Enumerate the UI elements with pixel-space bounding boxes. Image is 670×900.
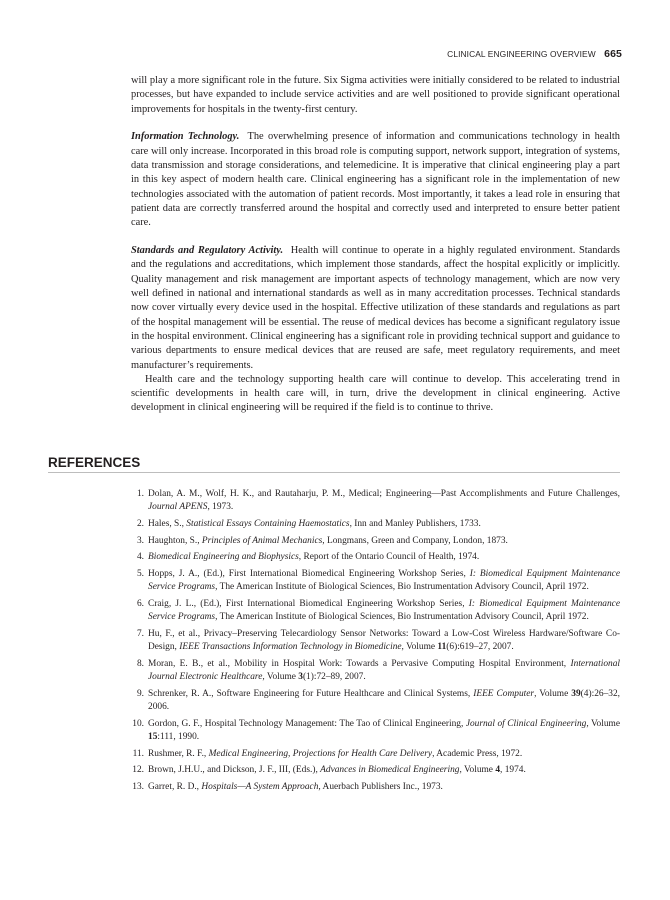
- reference-authors: Haughton, S.,: [148, 535, 202, 546]
- reference-details: , Report of the Ontario Council of Health, 1974.: [298, 552, 480, 563]
- section-heading-information-technology: Information Technology.: [131, 131, 240, 143]
- reference-item: [131, 628, 620, 655]
- reference-authors: Hopps, J. A., (Ed.), First International Biomedical Engineering Workshop Series,: [148, 568, 470, 579]
- reference-number: 11 .: [125, 748, 144, 761]
- running-title: CLINICAL ENGINEERING OVERVIEW: [447, 49, 596, 59]
- reference-details: :111, 1990.: [157, 732, 200, 743]
- reference-title: I: Biomedical Equipment Maintenance Service Programs: [148, 598, 620, 623]
- reference-details: , Inn and Manley Publishers, 1733.: [349, 519, 481, 529]
- reference-item: [131, 688, 620, 715]
- reference-number: 10 .: [125, 718, 144, 731]
- reference-details: , Longmans, Green and Company, London, 1873.: [322, 535, 508, 546]
- reference-details: , 1973.: [207, 502, 234, 513]
- reference-authors: Rushmer, R. F.,: [148, 748, 209, 759]
- reference-title: Journal of Clinical Engineering: [465, 718, 587, 729]
- reference-details: , The American Institute of Biological Sciences, Bio Instrumentation Advisory Council, April 1972.: [215, 582, 589, 593]
- reference-details: , Academic Press, 1972.: [432, 748, 523, 759]
- reference-item: [131, 718, 620, 745]
- reference-number: 2 .: [125, 518, 144, 531]
- paragraph-information-technology: [131, 130, 620, 230]
- reference-number: 9 .: [125, 688, 144, 701]
- reference-item: [131, 568, 620, 595]
- reference-volume: 11: [437, 642, 447, 653]
- paragraph-standards-regulatory: [131, 244, 620, 373]
- reference-authors: Garret, R. D.,: [148, 781, 202, 792]
- paragraph-health-care-future: Health care and the technology supporting health care will continue to develop. This accelerating trend in scientific developments in health care will, in turn, drive the development in clinical engineering. Active development in clinical engineering will be required if the field is to continue to thrive.: [131, 373, 620, 414]
- reference-title: IEEE Computer: [473, 688, 535, 699]
- reference-volume-label: , Volume: [262, 672, 299, 683]
- reference-item: [131, 658, 620, 685]
- reference-title: IEEE Transactions Information Technology in Biomedicine: [179, 642, 402, 653]
- reference-details: , Auerbach Publishers Inc., 1973.: [318, 781, 443, 792]
- reference-authors: Schrenker, R. A., Software Engineering for Future Healthcare and Clinical Systems,: [148, 688, 474, 699]
- page-number: 665: [604, 48, 622, 60]
- reference-volume-label: , Volume: [586, 718, 620, 729]
- reference-number: 7 .: [125, 628, 144, 641]
- reference-authors: Hu, F., et al., Privacy–Preserving Telecardiology Sensor Networks: Toward a Low-Cost Wireless Hardware/Software Co-Design,: [148, 628, 620, 653]
- reference-item: [131, 748, 620, 761]
- reference-title: Biomedical Engineering and Biophysics: [148, 552, 299, 563]
- reference-details: , The American Institute of Biological Sciences, Bio Instrumentation Advisory Council, April 1972.: [215, 612, 589, 623]
- reference-number: 4 .: [125, 551, 144, 564]
- reference-number: 12 .: [125, 764, 144, 777]
- reference-item: [131, 535, 620, 548]
- paragraph-six-sigma: will play a more significant role in the future. Six Sigma activities were initially considered to be related to industrial processes, but have expanded to include service activities and are well positioned to provide significant operational improvements for hospitals in the twenty-first century.: [131, 75, 620, 115]
- reference-details: (1):72–89, 2007.: [302, 672, 366, 683]
- reference-volume: 39: [571, 688, 581, 699]
- reference-number: 1 .: [125, 488, 144, 501]
- section-heading-standards-regulatory: Standards and Regulatory Activity.: [131, 245, 284, 257]
- reference-volume-label: , Volume: [401, 642, 438, 653]
- reference-volume: 3: [298, 672, 303, 683]
- reference-volume-label: , Volume: [534, 688, 572, 699]
- reference-number: 8 .: [125, 658, 144, 671]
- reference-authors: Dolan, A. M., Wolf, H. K., and Rautaharju, P. M., Medical; Engineering—Past Accomplishments and Future Challenges,: [148, 489, 620, 499]
- reference-number: 13 .: [125, 781, 144, 794]
- reference-title: Journal APENS: [148, 502, 208, 513]
- body-text: [131, 74, 620, 416]
- reference-title: Principles of Animal Mechanics: [201, 535, 323, 546]
- reference-title: International Journal Electronic Healthcare: [148, 658, 620, 683]
- paragraph-text: The overwhelming presence of information and communications technology in health care will only increase. Incorporated in this broad role is computing support, network support, integration of systems, data transmission and storage considerations, and telemedicine. It is imperative that clinical engineering play a part in this key aspect of modern health care. Clinical engineering has a significant role in the implementation of new technologies associated with the automation of patient records. Most importantly, it takes a lead role in ensuring that patient data are correctly transferred around the hospital and correctly used and interpreted to ensure better patient care.: [131, 131, 620, 229]
- reference-title: Statistical Essays Containing Haemostatics: [186, 519, 350, 529]
- reference-item: [131, 598, 620, 625]
- reference-title: Advances in Biomedical Engineering: [320, 765, 460, 776]
- reference-authors: Hales, S.,: [148, 519, 187, 529]
- reference-number: 3 .: [125, 535, 144, 548]
- reference-list: [131, 488, 620, 798]
- references-heading: REFERENCES: [48, 455, 141, 470]
- reference-title: I: Biomedical Equipment Maintenance Service Programs: [148, 568, 621, 593]
- reference-item: [131, 488, 620, 515]
- running-head: [447, 48, 622, 60]
- reference-details: (6):619–27, 2007.: [446, 642, 514, 653]
- reference-item: [131, 551, 620, 564]
- reference-number: 5 .: [125, 568, 144, 581]
- reference-volume-label: , Volume: [459, 765, 496, 776]
- reference-authors: Moran, E. B., et al., Mobility in Hospital Work: Towards a Pervasive Computing Hospital Environment,: [148, 658, 571, 669]
- reference-volume: 15: [148, 732, 158, 743]
- paragraph-text: Health will continue to operate in a highly regulated environment. Standards and the regulations and accreditations, which implement those standards, affect the hospital explicitly or implicitly. Quality management and risk management are important aspects of technology management, which are now very well defined in national and international standards as well as in many accreditation processes. Technical standards now cover virtually every device used in the hospital. Effective utilization of these standards and regulations as part of the hospital management will be essential. The reuse of medical devices has become a significant regulatory issue in the hospital environment. Clinical engineering has a significant role in providing technical support and guidance to various departments to ensure medical devices that are reused are safe, meet regulatory requirements, and meet manufacturer’s requirements.: [131, 245, 620, 371]
- reference-item: [131, 781, 620, 794]
- reference-authors: Gordon, G. F., Hospital Technology Management: The Tao of Clinical Engineering,: [148, 718, 466, 729]
- reference-number: 6 .: [125, 598, 144, 611]
- reference-item: [131, 518, 620, 531]
- reference-authors: Craig, J. L., (Ed.), First International Biomedical Engineering Workshop Series,: [148, 598, 469, 609]
- reference-authors: Brown, J.H.U., and Dickson, J. F., III, (Eds.),: [148, 765, 321, 776]
- reference-item: [131, 764, 620, 777]
- reference-details: (4):26–32, 2006.: [148, 688, 620, 713]
- reference-title: Hospitals—A System Approach: [201, 781, 319, 792]
- reference-details: , 1974.: [500, 765, 526, 776]
- reference-title: Medical Engineering, Projections for Health Care Delivery: [208, 748, 433, 759]
- reference-volume: 4: [495, 765, 500, 776]
- heading-rule: [48, 472, 620, 473]
